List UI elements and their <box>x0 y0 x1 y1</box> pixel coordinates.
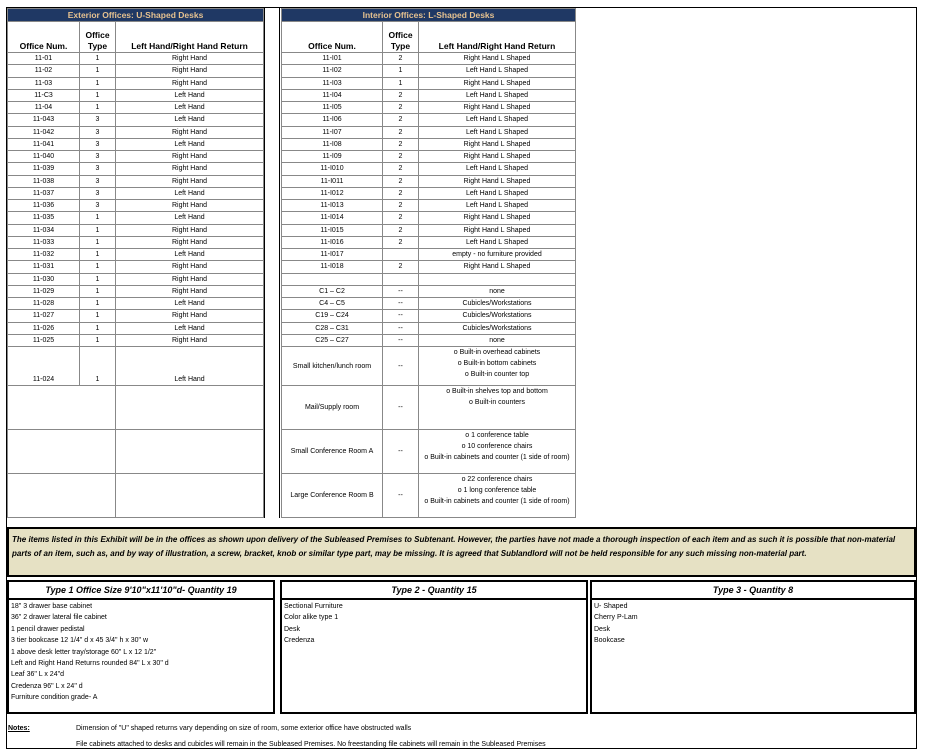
table-row <box>8 102 264 114</box>
room-item: o Built-in counter top <box>464 371 530 378</box>
office-type-cell: 2 <box>383 200 419 212</box>
return-cell: Left Hand <box>116 298 264 310</box>
office-num-cell: 11-039 <box>8 163 80 175</box>
office-type-cell: 3 <box>80 126 116 138</box>
office-num-cell: 11-029 <box>8 285 80 297</box>
office-num-cell: 11-I010 <box>282 163 383 175</box>
interior-offices-table <box>281 8 576 518</box>
office-type-cell: 1 <box>80 298 116 310</box>
office-num-cell: 11-I06 <box>282 114 383 126</box>
table-row <box>282 65 576 77</box>
type-item: U- Shaped <box>594 603 628 610</box>
blank-cell <box>8 430 116 474</box>
table-row <box>8 285 264 297</box>
return-cell: Right Hand <box>116 163 264 175</box>
return-cell: empty - no furniture provided <box>419 249 576 261</box>
table-row <box>8 249 264 261</box>
office-type-cell: -- <box>383 322 419 334</box>
table-row <box>282 334 576 346</box>
office-type-cell: 2 <box>383 175 419 187</box>
office-type-cell: -- <box>383 334 419 346</box>
room-items-cell <box>419 347 576 386</box>
table-row <box>282 273 576 285</box>
office-num-cell: 11-042 <box>8 126 80 138</box>
office-type-cell: 2 <box>383 138 419 150</box>
office-type-cell: 1 <box>80 102 116 114</box>
table-row <box>282 261 576 273</box>
return-cell: Right Hand L Shaped <box>419 212 576 224</box>
return-cell: Left Hand <box>116 114 264 126</box>
table-row <box>8 334 264 346</box>
table-row <box>282 89 576 101</box>
office-type-cell: 2 <box>383 236 419 248</box>
room-items-cell <box>419 474 576 518</box>
return-cell: Left Hand L Shaped <box>419 114 576 126</box>
table-row <box>282 53 576 65</box>
table-row <box>8 89 264 101</box>
return-cell: Left Hand L Shaped <box>419 89 576 101</box>
room-item: o Built-in shelves top and bottom <box>446 388 548 395</box>
room-item: o 1 long conference table <box>457 487 537 494</box>
return-cell: Left Hand <box>116 187 264 199</box>
return-cell: Right Hand <box>116 200 264 212</box>
table-row <box>8 347 264 386</box>
blank-row <box>8 386 264 430</box>
office-num-cell: 11-I013 <box>282 200 383 212</box>
return-cell: Right Hand <box>116 273 264 285</box>
office-num-cell: 11-I03 <box>282 77 383 89</box>
blank-cell <box>116 430 264 474</box>
office-type-cell: 3 <box>80 114 116 126</box>
return-cell: Right Hand L Shaped <box>419 224 576 236</box>
office-num-cell: 11-030 <box>8 273 80 285</box>
office-num-cell: 11-04 <box>8 102 80 114</box>
table-row <box>282 187 576 199</box>
office-type-cell: 1 <box>80 310 116 322</box>
table-row <box>282 298 576 310</box>
room-item: o 10 conference chairs <box>461 443 533 450</box>
type1-box <box>7 580 275 714</box>
office-num-cell: C28 – C31 <box>282 322 383 334</box>
office-type-cell: 1 <box>80 77 116 89</box>
office-num-cell: 11-02 <box>8 65 80 77</box>
notes-line-1: Dimension of "U" shaped returns vary depending on size of room, some exterior office have obstructed walls <box>76 725 412 732</box>
office-num-cell: 11-024 <box>8 347 80 386</box>
return-cell: Right Hand <box>116 236 264 248</box>
room-name-cell: Small Conference Room A <box>282 430 383 474</box>
office-type-cell: 2 <box>383 89 419 101</box>
return-cell: Right Hand <box>116 334 264 346</box>
office-type-cell: 3 <box>80 138 116 150</box>
table-row <box>8 126 264 138</box>
blank-cell <box>116 386 264 430</box>
return-cell: Right Hand <box>116 261 264 273</box>
table-row <box>282 310 576 322</box>
office-num-cell: 11-I011 <box>282 175 383 187</box>
office-num-cell: 11-036 <box>8 200 80 212</box>
return-cell: Left Hand L Shaped <box>419 65 576 77</box>
office-type-cell: 2 <box>383 102 419 114</box>
table-row <box>8 224 264 236</box>
col-return: Left Hand/Right Hand Return <box>116 22 264 53</box>
office-num-cell <box>282 273 383 285</box>
room-row <box>282 474 576 518</box>
table-row <box>8 138 264 150</box>
exhibit-note: The items listed in this Exhibit will be in the offices as shown upon delivery of the Subleased Premises to Subtenant. However, the parties have not made a thorough inspection of each item and as such it is possible that non-material parts of an item, such as, and by way of illustration, a screw, bracket, knob or similar type part, may be missing. It is agreed that Sublandlord will not be held responsible for any such missing non-material part. <box>7 527 916 577</box>
office-num-cell: 11-I016 <box>282 236 383 248</box>
blank-cell <box>116 474 264 518</box>
table-row <box>8 151 264 163</box>
office-num-cell: 11-025 <box>8 334 80 346</box>
office-num-cell: 11-026 <box>8 322 80 334</box>
return-cell: Right Hand <box>116 224 264 236</box>
office-type-cell: 1 <box>80 273 116 285</box>
exterior-title: Exterior Offices: U-Shaped Desks <box>8 9 264 22</box>
type-item: Desk <box>284 625 300 633</box>
table-row <box>8 298 264 310</box>
return-cell: Right Hand L Shaped <box>419 77 576 89</box>
office-num-cell: C25 – C27 <box>282 334 383 346</box>
room-row <box>282 430 576 474</box>
office-type-cell: 2 <box>383 224 419 236</box>
return-cell: Left Hand <box>116 347 264 386</box>
office-num-cell: 11-I015 <box>282 224 383 236</box>
blank-cell <box>8 386 116 430</box>
notes-line-2: File cabinets attached to desks and cubicles will remain in the Subleased Premises. No freestanding file cabinets will remain in the Subleased Premises <box>76 741 546 748</box>
type-item: 18" 3 drawer base cabinet <box>11 603 93 610</box>
office-type-cell: 1 <box>80 322 116 334</box>
office-type-cell: 1 <box>80 249 116 261</box>
return-cell: Left Hand <box>116 89 264 101</box>
return-cell: Right Hand L Shaped <box>419 175 576 187</box>
type-item: 3 tier bookcase 12 1/4" d x 45 3/4" h x 30" w <box>11 637 149 645</box>
office-type-cell: -- <box>383 310 419 322</box>
office-num-cell: 11-038 <box>8 175 80 187</box>
office-type-cell: 1 <box>80 89 116 101</box>
table-row <box>8 77 264 89</box>
table-row <box>8 53 264 65</box>
office-type-cell: 1 <box>80 236 116 248</box>
room-items-cell <box>419 386 576 430</box>
office-num-cell: 11-I01 <box>282 53 383 65</box>
type-item: Credenza 96" L x 24" d <box>11 682 83 690</box>
room-type-cell: -- <box>383 474 419 518</box>
table-row <box>8 114 264 126</box>
office-num-cell: C19 – C24 <box>282 310 383 322</box>
return-cell: Cubicles/Workstations <box>419 322 576 334</box>
type2-title: Type 2 - Quantity 15 <box>282 582 586 600</box>
table-row <box>282 224 576 236</box>
office-num-cell: 11-03 <box>8 77 80 89</box>
type-item: Credenza <box>284 637 315 645</box>
return-cell: Left Hand <box>116 138 264 150</box>
room-name-cell: Large Conference Room B <box>282 474 383 518</box>
col-office-type: Office Type <box>80 22 116 53</box>
return-cell: Left Hand <box>116 212 264 224</box>
table-row <box>282 163 576 175</box>
room-item: o Built-in bottom cabinets <box>457 360 537 367</box>
room-row <box>282 386 576 430</box>
table-row <box>8 175 264 187</box>
room-name-cell: Small kitchen/lunch room <box>282 347 383 386</box>
return-cell: Right Hand L Shaped <box>419 102 576 114</box>
office-num-cell: 11-I014 <box>282 212 383 224</box>
table-row <box>282 285 576 297</box>
table-row <box>282 236 576 248</box>
type-item: Sectional Furniture <box>284 603 343 610</box>
table-gap <box>264 8 280 518</box>
return-cell: Left Hand L Shaped <box>419 200 576 212</box>
room-type-cell: -- <box>383 386 419 430</box>
table-row <box>282 322 576 334</box>
room-item: o 22 conference chairs <box>461 476 533 483</box>
office-num-cell: 11-031 <box>8 261 80 273</box>
table-row <box>8 163 264 175</box>
office-type-cell: 2 <box>383 187 419 199</box>
type-item: Leaf 36" L x 24"d <box>11 671 64 679</box>
table-row <box>8 322 264 334</box>
office-type-cell: 1 <box>80 334 116 346</box>
room-type-cell: -- <box>383 347 419 386</box>
office-num-cell: 11-035 <box>8 212 80 224</box>
exterior-offices-table <box>7 8 264 518</box>
type-item: 36" 2 drawer lateral file cabinet <box>11 614 107 622</box>
office-num-cell: 11-I02 <box>282 65 383 77</box>
table-row <box>8 310 264 322</box>
office-num-cell: 11-I018 <box>282 261 383 273</box>
return-cell: Right Hand <box>116 126 264 138</box>
office-type-cell: 3 <box>80 175 116 187</box>
office-num-cell: 11-033 <box>8 236 80 248</box>
office-num-cell: 11-I012 <box>282 187 383 199</box>
table-row <box>282 77 576 89</box>
office-type-cell: 1 <box>80 65 116 77</box>
room-item: o 1 conference table <box>465 432 529 439</box>
office-type-cell: -- <box>383 285 419 297</box>
office-num-cell: 11-034 <box>8 224 80 236</box>
table-row <box>8 187 264 199</box>
type2-box <box>280 580 588 714</box>
room-item: o Built-in cabinets and counter (1 side of room) <box>424 454 570 461</box>
table-row <box>282 200 576 212</box>
return-cell: Right Hand L Shaped <box>419 151 576 163</box>
col-office-type: Office Type <box>383 22 419 53</box>
office-type-cell <box>383 249 419 261</box>
type-item: Furniture condition grade- A <box>11 694 98 702</box>
interior-title: Interior Offices: L-Shaped Desks <box>282 9 576 22</box>
office-type-cell <box>383 273 419 285</box>
office-type-cell: 1 <box>80 347 116 386</box>
col-office-num: Office Num. <box>282 22 383 53</box>
type3-title: Type 3 - Quantity 8 <box>592 582 914 600</box>
room-row <box>282 347 576 386</box>
office-type-cell: 2 <box>383 151 419 163</box>
room-item: o Built-in counters <box>468 399 526 406</box>
return-cell: Right Hand <box>116 310 264 322</box>
blank-cell <box>8 474 116 518</box>
type-item: Left and Right Hand Returns rounded 84" L x 30" d <box>11 660 169 668</box>
return-cell <box>419 273 576 285</box>
office-num-cell: 11-027 <box>8 310 80 322</box>
table-row <box>282 212 576 224</box>
return-cell: Cubicles/Workstations <box>419 298 576 310</box>
office-num-cell: 11-040 <box>8 151 80 163</box>
office-num-cell: 11-I04 <box>282 89 383 101</box>
type-item: Bookcase <box>594 637 625 645</box>
office-num-cell: C1 – C2 <box>282 285 383 297</box>
table-row <box>282 126 576 138</box>
type-item: 1 pencil drawer pedistal <box>11 625 85 633</box>
office-type-cell: 1 <box>80 212 116 224</box>
table-row <box>282 175 576 187</box>
col-return: Left Hand/Right Hand Return <box>419 22 576 53</box>
table-row <box>282 249 576 261</box>
office-num-cell: 11-01 <box>8 53 80 65</box>
return-cell: Left Hand <box>116 322 264 334</box>
type-item: Desk <box>594 625 610 633</box>
return-cell: Right Hand <box>116 151 264 163</box>
return-cell: Right Hand L Shaped <box>419 138 576 150</box>
office-type-cell: 2 <box>383 261 419 273</box>
return-cell: Right Hand L Shaped <box>419 53 576 65</box>
room-item: o Built-in cabinets and counter (1 side of room) <box>424 498 570 505</box>
room-item: o Built-in overhead cabinets <box>453 349 541 356</box>
office-num-cell: 11-028 <box>8 298 80 310</box>
table-row <box>8 236 264 248</box>
return-cell: none <box>419 285 576 297</box>
table-row <box>8 65 264 77</box>
office-type-cell: 3 <box>80 163 116 175</box>
blank-row <box>8 474 264 518</box>
type-item: Cherry P-Lam <box>594 614 638 622</box>
blank-row <box>8 430 264 474</box>
return-cell: Left Hand L Shaped <box>419 187 576 199</box>
table-row <box>282 114 576 126</box>
office-type-cell: 3 <box>80 187 116 199</box>
office-type-cell: 2 <box>383 53 419 65</box>
office-num-cell: 11-C3 <box>8 89 80 101</box>
office-type-cell: 2 <box>383 126 419 138</box>
return-cell: Left Hand <box>116 249 264 261</box>
return-cell: Right Hand L Shaped <box>419 261 576 273</box>
room-type-cell: -- <box>383 430 419 474</box>
office-num-cell: 11-I05 <box>282 102 383 114</box>
table-row <box>8 212 264 224</box>
notes-label: Notes: <box>8 725 30 732</box>
table-row <box>282 138 576 150</box>
office-num-cell: 11-I08 <box>282 138 383 150</box>
return-cell: Left Hand L Shaped <box>419 163 576 175</box>
return-cell: Cubicles/Workstations <box>419 310 576 322</box>
office-num-cell: C4 – C5 <box>282 298 383 310</box>
office-type-cell: 1 <box>80 53 116 65</box>
return-cell: Left Hand L Shaped <box>419 126 576 138</box>
office-num-cell: 11-041 <box>8 138 80 150</box>
room-name-cell: Mail/Supply room <box>282 386 383 430</box>
col-office-num: Office Num. <box>8 22 80 53</box>
type1-title: Type 1 Office Size 9'10"x11'10"d- Quantity 19 <box>9 582 273 600</box>
office-type-cell: 2 <box>383 114 419 126</box>
return-cell: Left Hand <box>116 102 264 114</box>
return-cell: Right Hand <box>116 77 264 89</box>
office-type-cell: 1 <box>80 285 116 297</box>
room-items-cell <box>419 430 576 474</box>
office-num-cell: 11-037 <box>8 187 80 199</box>
office-type-cell: 1 <box>383 77 419 89</box>
return-cell: none <box>419 334 576 346</box>
type-item: Color alike type 1 <box>284 614 339 622</box>
table-row <box>282 102 576 114</box>
type3-box <box>590 580 916 714</box>
office-type-cell: 3 <box>80 200 116 212</box>
office-num-cell: 11-043 <box>8 114 80 126</box>
table-row <box>282 151 576 163</box>
office-type-cell: 1 <box>80 224 116 236</box>
table-row <box>8 261 264 273</box>
return-cell: Right Hand <box>116 53 264 65</box>
office-num-cell: 11-I017 <box>282 249 383 261</box>
office-type-cell: 2 <box>383 212 419 224</box>
office-num-cell: 11-I07 <box>282 126 383 138</box>
office-type-cell: 1 <box>80 261 116 273</box>
return-cell: Left Hand L Shaped <box>419 236 576 248</box>
office-type-cell: 2 <box>383 163 419 175</box>
return-cell: Right Hand <box>116 285 264 297</box>
office-type-cell: 3 <box>80 151 116 163</box>
return-cell: Right Hand <box>116 175 264 187</box>
office-num-cell: 11-I09 <box>282 151 383 163</box>
table-row <box>8 200 264 212</box>
office-type-cell: -- <box>383 298 419 310</box>
office-type-cell: 1 <box>383 65 419 77</box>
type-item: 1 above desk letter tray/storage 60" L x 12 1/2" <box>11 648 157 656</box>
office-num-cell: 11-032 <box>8 249 80 261</box>
table-row <box>8 273 264 285</box>
return-cell: Right Hand <box>116 65 264 77</box>
